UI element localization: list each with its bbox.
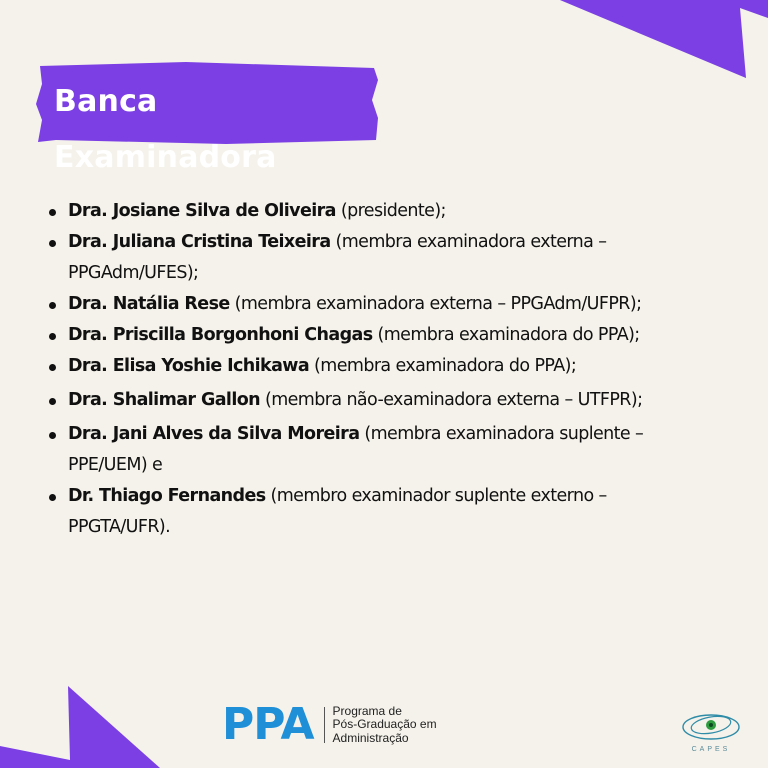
capes-logo-icon (678, 708, 744, 756)
member-role: (membra examinadora do PPA); (372, 325, 640, 345)
list-item (48, 351, 708, 382)
member-role: (membro examinador suplente externo – PPGTA/UFR). (68, 486, 607, 537)
list-item (48, 227, 708, 289)
member-name: Dra. Priscilla Borgonhoni Chagas (68, 325, 373, 345)
title-banner (36, 60, 380, 175)
member-role: (membra examinadora externa – PPGAdm/UFPR); (229, 294, 642, 314)
logo-divider (324, 707, 325, 743)
member-role: (membra examinadora externa – PPGAdm/UFES); (68, 232, 607, 283)
program-line: Administração (332, 730, 409, 745)
member-name: Dra. Natália Rese (68, 294, 230, 314)
ppa-logo-text: PPA (222, 699, 314, 750)
member-role: (membra examinadora suplente – PPE/UEM) e (68, 424, 644, 475)
list-item (48, 385, 708, 416)
list-item (48, 320, 708, 351)
list-item (48, 481, 708, 543)
member-name: Dra. Josiane Silva de Oliveira (68, 201, 336, 221)
capes-logo-label: CAPES (691, 746, 731, 753)
program-line: Programa de (332, 703, 402, 718)
ppa-logo (222, 699, 437, 750)
member-name: Dr. Thiago Fernandes (68, 486, 266, 506)
member-role: (membra examinadora do PPA); (309, 356, 577, 376)
member-name: Dra. Shalimar Gallon (68, 390, 260, 410)
page-title: Banca Examinadora (54, 84, 277, 175)
list-item (48, 289, 708, 320)
member-role: (membra não-examinadora externa – UTFPR); (260, 390, 643, 410)
program-line: Pós-Graduação em (332, 717, 437, 732)
top-right-triangle-decoration (560, 0, 768, 80)
bottom-left-triangle-decoration (0, 686, 160, 768)
member-name: Dra. Juliana Cristina Teixeira (68, 232, 331, 252)
member-role: (presidente); (335, 201, 446, 221)
member-name: Dra. Elisa Yoshie Ichikawa (68, 356, 310, 376)
list-item (48, 196, 708, 227)
program-name (333, 705, 437, 746)
committee-member-list (48, 196, 708, 543)
list-item (48, 419, 708, 481)
member-name: Dra. Jani Alves da Silva Moreira (68, 424, 360, 444)
